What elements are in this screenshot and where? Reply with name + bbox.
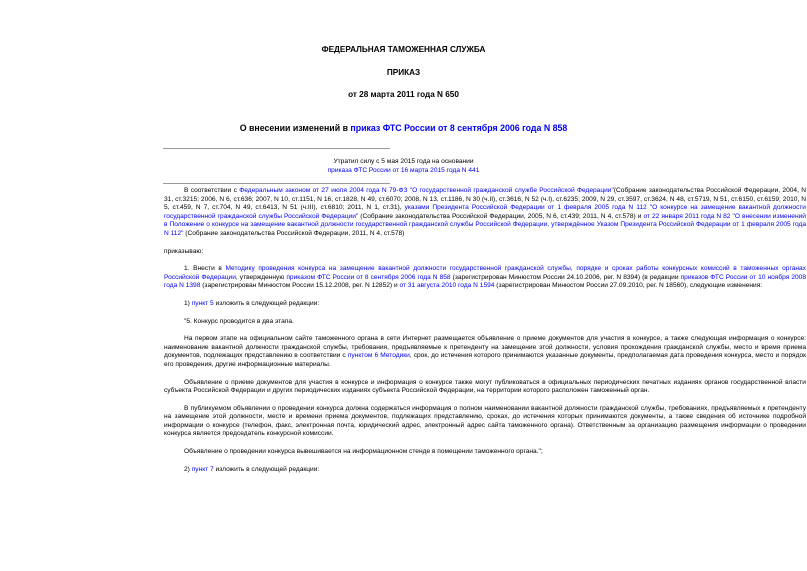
bottom-divider: [163, 183, 390, 184]
text-run: изложить в следующей редакции:: [213, 299, 320, 307]
text-run: (зарегистрирован Минюстом России 15.12.2008, рег. N 12852) и: [200, 282, 400, 290]
doc-type: ПРИКАЗ: [386, 68, 421, 77]
paragraph-order: приказываю:: [164, 247, 204, 255]
methodology-link[interactable]: Методику проведения конкурса на замещение вакантной должности государственной гражданской службы, порядке и сроках работы конкурсных комиссий в таможенных органах Российской Федерации: [164, 265, 806, 281]
doc-date-number: от 28 марта 2011 года N 650: [348, 90, 459, 99]
text-run: (зарегистрирован Минюстом России 27.09.2010, рег. N 18560), следующие изменения:: [494, 282, 763, 290]
presidential-decree-link[interactable]: указами Президента Российской Федерации от 1 февраля 2005 года N 112 "О конкурсе на замещение вакантной должности государственной гражданской службы Российской Федерации": [164, 204, 806, 220]
text-run: 1): [184, 299, 192, 307]
paragraph-announcement-content: В публикуемом объявлении о проведении конкурса должна содержаться информация о полном наименовании вакантной должности гражданской службы, требованиях, предъявляемых к претенденту на замещение этой должности, месте и времени приема документов, подлежащих представлению, сроках, до истечения которых принимаются документы, а также сведения об источнике подробной информации о конкурсе (телефон, факс, электронная почта, юридический адрес, электронный адрес сайта таможенного органа). Ответственным за организацию размещения информации о проведении конкурса является председатель конкурсной комиссии.: [164, 404, 806, 438]
text-run: (Собрание законодательства Российской Федерации, 2004, N 31, ст.3215; 2006, N 6, ст.636; 2007, N 10, ст.1151, N 16, ст.1828, N 49, ст.6070; 2008, N 13, ст.1186, N 30 (ч.II), ст.3616, N 52 (ч.I), ст.6235; 2009, N 29, ст.3597, ст.3624, N 48, ст.5719, N 51, ст.6150, ст.6159; 2010, N 5, ст.459, N 7, ст.704, N 49, ст.6413, N 51 (ч.III), ст.6810; 2011, N 1, ст.31),: [164, 187, 807, 212]
text-run: На первом этапе на официальном сайте таможенного органа в сети Интернет размещается объявление о приеме документов для участия в конкурсе, а также следующая информация о конкурсе: наименование вакантной должности гражданской службы, требования, предъявляемые к претенденту на замещение этой должности, условия прохождения гражданской службы, место и время приема документов, подлежащих представлению в соответствии с: [164, 335, 806, 360]
point-5-link[interactable]: пункт 5: [191, 299, 214, 307]
paragraph-first-stage: [164, 335, 806, 369]
text-run: 1. Внести в: [184, 265, 226, 273]
order-1594-link[interactable]: от 31 августа 2010 года N 1594: [399, 282, 495, 290]
repeal-note-link[interactable]: приказа ФТС России от 16 марта 2015 года N 441: [327, 167, 480, 174]
decree-amendment-link[interactable]: от 22 января 2011 года N 82 "О внесении изменений в Положение о конкурсе на замещение вакантной должности государственной гражданской службы Российской Федерации, утверждённое Указом Президента Российской Федерации от 1 февраля 2005 года N 112": [164, 212, 806, 237]
order-858-link[interactable]: приказом ФТС России от 8 сентября 2006 года N 858: [286, 273, 451, 281]
text-run: , срок, до истечения которого принимаются указанные документы, предполагаемая дата проведения конкурса, место и порядок его проведения, другие информационные материалы.: [164, 352, 807, 368]
item-2: [164, 466, 806, 475]
paragraph-basis: [164, 187, 806, 239]
text-run: В соответствии с: [184, 187, 240, 194]
paragraph-amendments: [164, 265, 806, 291]
item-1: [164, 300, 806, 309]
paragraph-two-stages: "5. Конкурс проводится в два этапа.: [184, 317, 294, 325]
agency-name: ФЕДЕРАЛЬНАЯ ТАМОЖЕННАЯ СЛУЖБА: [321, 45, 486, 54]
doc-title: [0, 124, 807, 133]
point-6-link[interactable]: пунктом 6 Методики: [347, 352, 410, 360]
top-divider: [163, 148, 390, 149]
text-run: 2): [184, 465, 192, 473]
federal-law-link[interactable]: Федеральным законом от 27 июля 2004 года N 79-ФЗ "О государственной гражданской службе Российской Федерации": [239, 187, 614, 194]
text-run: изложить в следующей редакции:: [213, 465, 320, 473]
paragraph-stand: Объявление о проведении конкурса вывешивается на информационном стенде в помещении таможенного органа.";: [184, 448, 543, 456]
order-1398-link[interactable]: приказов ФТС России от 10 ноября 2008 года N 1398: [164, 273, 806, 290]
point-7-link[interactable]: пункт 7: [191, 465, 214, 473]
text-run: (Собрание законодательства Российской Федерации, 2005, N 6, ст.439; 2011, N 4, ст.578) и: [358, 212, 644, 220]
document-body: [164, 187, 806, 483]
paragraph-publication: Объявление о приеме документов для участия в конкурсе и информация о конкурсе также могут публиковаться в официальных периодических печатных изданиях органов государственной власти субъекта Российской Федерации и других периодических изданиях субъекта Российской Федерации, на территории которого расположен таможенный орган.: [164, 378, 806, 395]
doc-title-prefix: О внесении изменений в: [239, 123, 351, 133]
text-run: (зарегистрирован Минюстом России 24.10.2006, рег. N 8394) (в редакции: [450, 273, 681, 281]
repeal-note-line1: Утратил силу с 5 мая 2015 года на основании: [333, 158, 474, 165]
doc-title-link[interactable]: приказ ФТС России от 8 сентября 2006 года N 858: [350, 123, 568, 133]
text-run: (Собрание законодательства Российской Федерации, 2011, N 4, ст.578): [183, 229, 405, 237]
text-run: , утвержденную: [235, 273, 287, 281]
repeal-note-line2: [0, 167, 807, 176]
